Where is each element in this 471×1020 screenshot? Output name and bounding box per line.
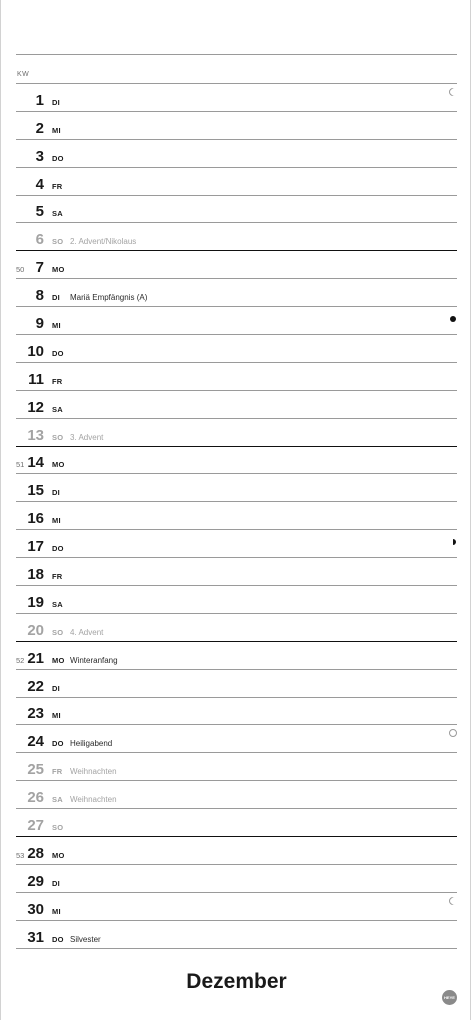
day-row [1, 112, 471, 140]
week-number: 51 [16, 460, 25, 470]
day-number: 12 [27, 398, 44, 416]
weekday: SO [52, 627, 64, 637]
day-number: 24 [27, 733, 44, 751]
day-number: 31 [27, 928, 44, 946]
day-number: 25 [27, 761, 44, 779]
weekday: MI [52, 125, 61, 135]
day-row [1, 474, 471, 502]
weekday: DI [52, 683, 60, 693]
weekday: SO [52, 237, 64, 247]
moon-last-icon [449, 897, 457, 905]
weekday: MI [52, 516, 61, 526]
weekday: DO [52, 934, 64, 944]
day-row [1, 586, 471, 614]
day-row [1, 223, 471, 251]
day-number: 19 [27, 593, 44, 611]
weekday: FR [52, 572, 63, 582]
day-row [1, 363, 471, 391]
month-title: Dezember [186, 970, 287, 993]
moon-last-icon [449, 88, 457, 96]
day-row [1, 530, 471, 558]
holiday-note: 3. Advent [70, 432, 104, 442]
holiday-note: Silvester [70, 934, 101, 944]
kw-column-header: KW [17, 71, 30, 78]
day-row [1, 419, 471, 447]
day-row [1, 893, 471, 921]
weekday: SA [52, 209, 63, 219]
day-number: 17 [27, 538, 44, 556]
moon-new-icon [450, 316, 456, 322]
day-number: 26 [27, 789, 44, 807]
day-number: 18 [27, 566, 44, 584]
day-row [1, 307, 471, 335]
day-number: 28 [27, 844, 44, 862]
day-row [1, 698, 471, 726]
day-row [1, 447, 471, 475]
day-number: 3 [35, 147, 44, 165]
day-number: 2 [35, 119, 44, 137]
day-number: 15 [27, 482, 44, 500]
day-row [1, 865, 471, 893]
holiday-note: Heiligabend [70, 739, 113, 749]
day-row [1, 809, 471, 837]
day-row [1, 84, 471, 112]
weekday: MO [52, 655, 65, 665]
day-row [1, 279, 471, 307]
day-row [1, 558, 471, 586]
day-list [1, 84, 471, 949]
weekday: SO [52, 823, 64, 833]
day-row [1, 921, 471, 949]
weekday: FR [52, 767, 63, 777]
day-row [1, 614, 471, 642]
day-number: 20 [27, 621, 44, 639]
holiday-note: Winteranfang [70, 655, 118, 665]
weekday: MI [52, 711, 61, 721]
day-number: 27 [27, 817, 44, 835]
day-number: 23 [27, 705, 44, 723]
day-number: 7 [35, 259, 44, 277]
weekday: FR [52, 376, 63, 386]
weekday: FR [52, 181, 63, 191]
weekday: MI [52, 906, 61, 916]
holiday-note: Weihnachten [70, 767, 117, 777]
weekday: SA [52, 599, 63, 609]
weekday: DI [52, 97, 60, 107]
day-number: 1 [35, 91, 44, 109]
day-row [1, 781, 471, 809]
day-row [1, 196, 471, 224]
moon-full-icon [449, 729, 457, 737]
day-number: 11 [28, 370, 44, 388]
moon-first-icon [453, 539, 456, 545]
day-number: 10 [27, 342, 44, 360]
day-row [1, 251, 471, 279]
holiday-note: 4. Advent [70, 627, 104, 637]
holiday-note: Weihnachten [70, 795, 117, 805]
weekday: MO [52, 850, 65, 860]
weekday: SA [52, 404, 63, 414]
day-number: 22 [27, 677, 44, 695]
weekday: DO [52, 544, 64, 554]
day-row [1, 725, 471, 753]
day-row [1, 140, 471, 168]
week-number: 53 [16, 850, 25, 860]
day-row [1, 753, 471, 781]
holiday-note: 2. Advent/Nikolaus [70, 237, 137, 247]
day-number: 13 [27, 426, 44, 444]
weekday: DO [52, 739, 64, 749]
week-number: 50 [16, 265, 25, 275]
weekday: SO [52, 432, 64, 442]
top-rule [16, 54, 457, 55]
weekday: MO [52, 460, 65, 470]
day-number: 4 [35, 175, 44, 193]
day-number: 14 [27, 454, 44, 472]
day-number: 6 [35, 231, 44, 249]
holiday-note: Mariä Empfängnis (A) [70, 293, 148, 303]
weekday: DO [52, 348, 64, 358]
day-row [1, 670, 471, 698]
day-row [1, 335, 471, 363]
day-row [1, 502, 471, 530]
day-number: 16 [27, 510, 44, 528]
day-number: 30 [27, 900, 44, 918]
weekday: MI [52, 321, 61, 331]
day-number: 9 [35, 315, 44, 333]
weekday: MO [52, 265, 65, 275]
day-row [1, 391, 471, 419]
day-number: 21 [27, 649, 44, 667]
day-number: 8 [35, 287, 44, 305]
publisher-logo: HEYE [442, 990, 457, 1005]
day-number: 5 [35, 203, 44, 221]
day-row [1, 837, 471, 865]
weekday: DO [52, 153, 64, 163]
weekday: DI [52, 488, 60, 498]
day-number: 29 [27, 872, 44, 890]
weekday: DI [52, 878, 60, 888]
day-row [1, 168, 471, 196]
day-row [1, 642, 471, 670]
week-number: 52 [16, 655, 25, 665]
weekday: SA [52, 795, 63, 805]
weekday: DI [52, 293, 60, 303]
